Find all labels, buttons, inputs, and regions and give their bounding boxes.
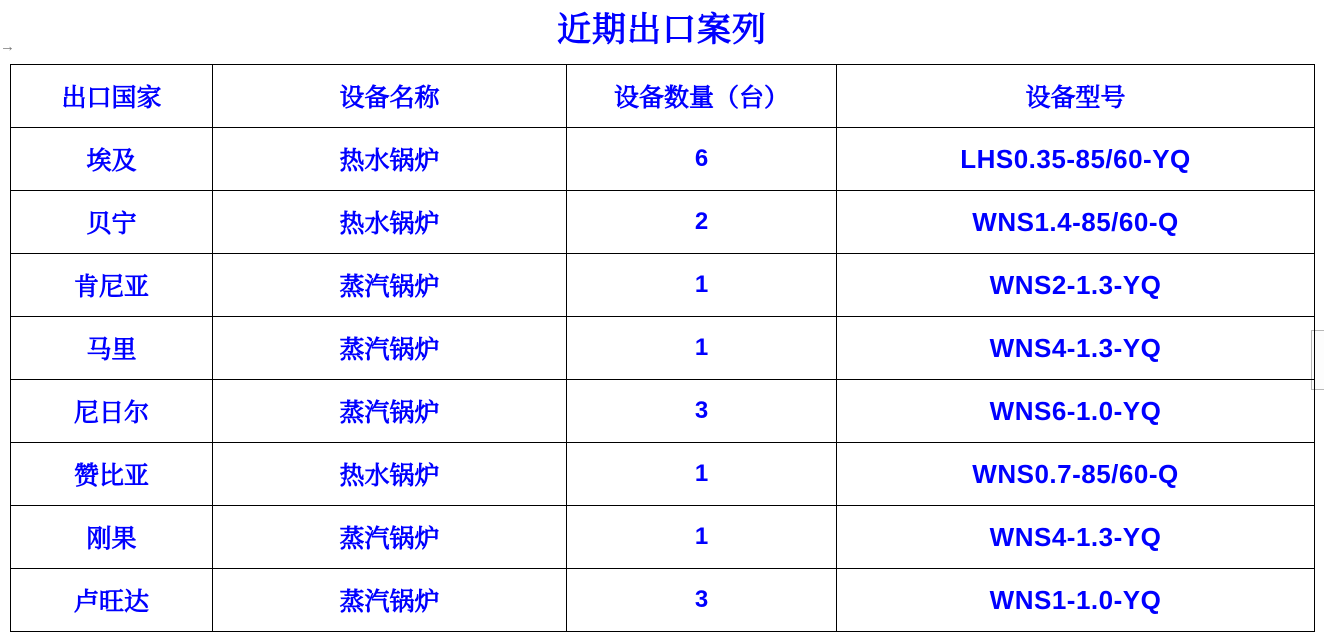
- table-row: [11, 317, 1315, 380]
- cell-model: WNS4-1.3-YQ: [837, 317, 1315, 380]
- table-row: [11, 128, 1315, 191]
- cell-equipment: 蒸汽锅炉: [213, 380, 567, 443]
- cell-model: WNS6-1.0-YQ: [837, 380, 1315, 443]
- cell-equipment: 蒸汽锅炉: [213, 254, 567, 317]
- table-row: [11, 191, 1315, 254]
- table-header-row: [11, 65, 1315, 128]
- cell-equipment: 蒸汽锅炉: [213, 506, 567, 569]
- cell-model: WNS0.7-85/60-Q: [837, 443, 1315, 506]
- cell-equipment: 热水锅炉: [213, 191, 567, 254]
- column-header-quantity: 设备数量（台）: [567, 65, 837, 128]
- cell-equipment: 热水锅炉: [213, 128, 567, 191]
- cell-model: LHS0.35-85/60-YQ: [837, 128, 1315, 191]
- cell-quantity: 2: [567, 191, 837, 254]
- cell-equipment: 蒸汽锅炉: [213, 569, 567, 632]
- cell-equipment: 热水锅炉: [213, 443, 567, 506]
- table-row: [11, 506, 1315, 569]
- cell-model: WNS2-1.3-YQ: [837, 254, 1315, 317]
- resize-arrow-icon[interactable]: →: [0, 38, 15, 55]
- cell-quantity: 1: [567, 317, 837, 380]
- page-title: 近期出口案列: [557, 11, 767, 49]
- cell-country: 贝宁: [11, 191, 213, 254]
- cell-model: WNS4-1.3-YQ: [837, 506, 1315, 569]
- cell-country: 刚果: [11, 506, 213, 569]
- export-cases-table-container: [10, 64, 1314, 632]
- cell-country: 埃及: [11, 128, 213, 191]
- table-row: [11, 380, 1315, 443]
- cell-country: 马里: [11, 317, 213, 380]
- column-header-country: 出口国家: [11, 65, 213, 128]
- table-row: [11, 443, 1315, 506]
- cell-quantity: 3: [567, 380, 837, 443]
- column-header-model: 设备型号: [837, 65, 1315, 128]
- cell-country: 尼日尔: [11, 380, 213, 443]
- cell-country: 赞比亚: [11, 443, 213, 506]
- cell-quantity: 1: [567, 506, 837, 569]
- cell-equipment: 蒸汽锅炉: [213, 317, 567, 380]
- cell-country: 肯尼亚: [11, 254, 213, 317]
- cell-quantity: 1: [567, 443, 837, 506]
- cell-quantity: 3: [567, 569, 837, 632]
- table-row: [11, 569, 1315, 632]
- column-header-equipment: 设备名称: [213, 65, 567, 128]
- cell-quantity: 6: [567, 128, 837, 191]
- cell-model: WNS1-1.0-YQ: [837, 569, 1315, 632]
- export-cases-table: [10, 64, 1315, 632]
- cell-quantity: 1: [567, 254, 837, 317]
- cell-country: 卢旺达: [11, 569, 213, 632]
- cell-model: WNS1.4-85/60-Q: [837, 191, 1315, 254]
- table-row: [11, 254, 1315, 317]
